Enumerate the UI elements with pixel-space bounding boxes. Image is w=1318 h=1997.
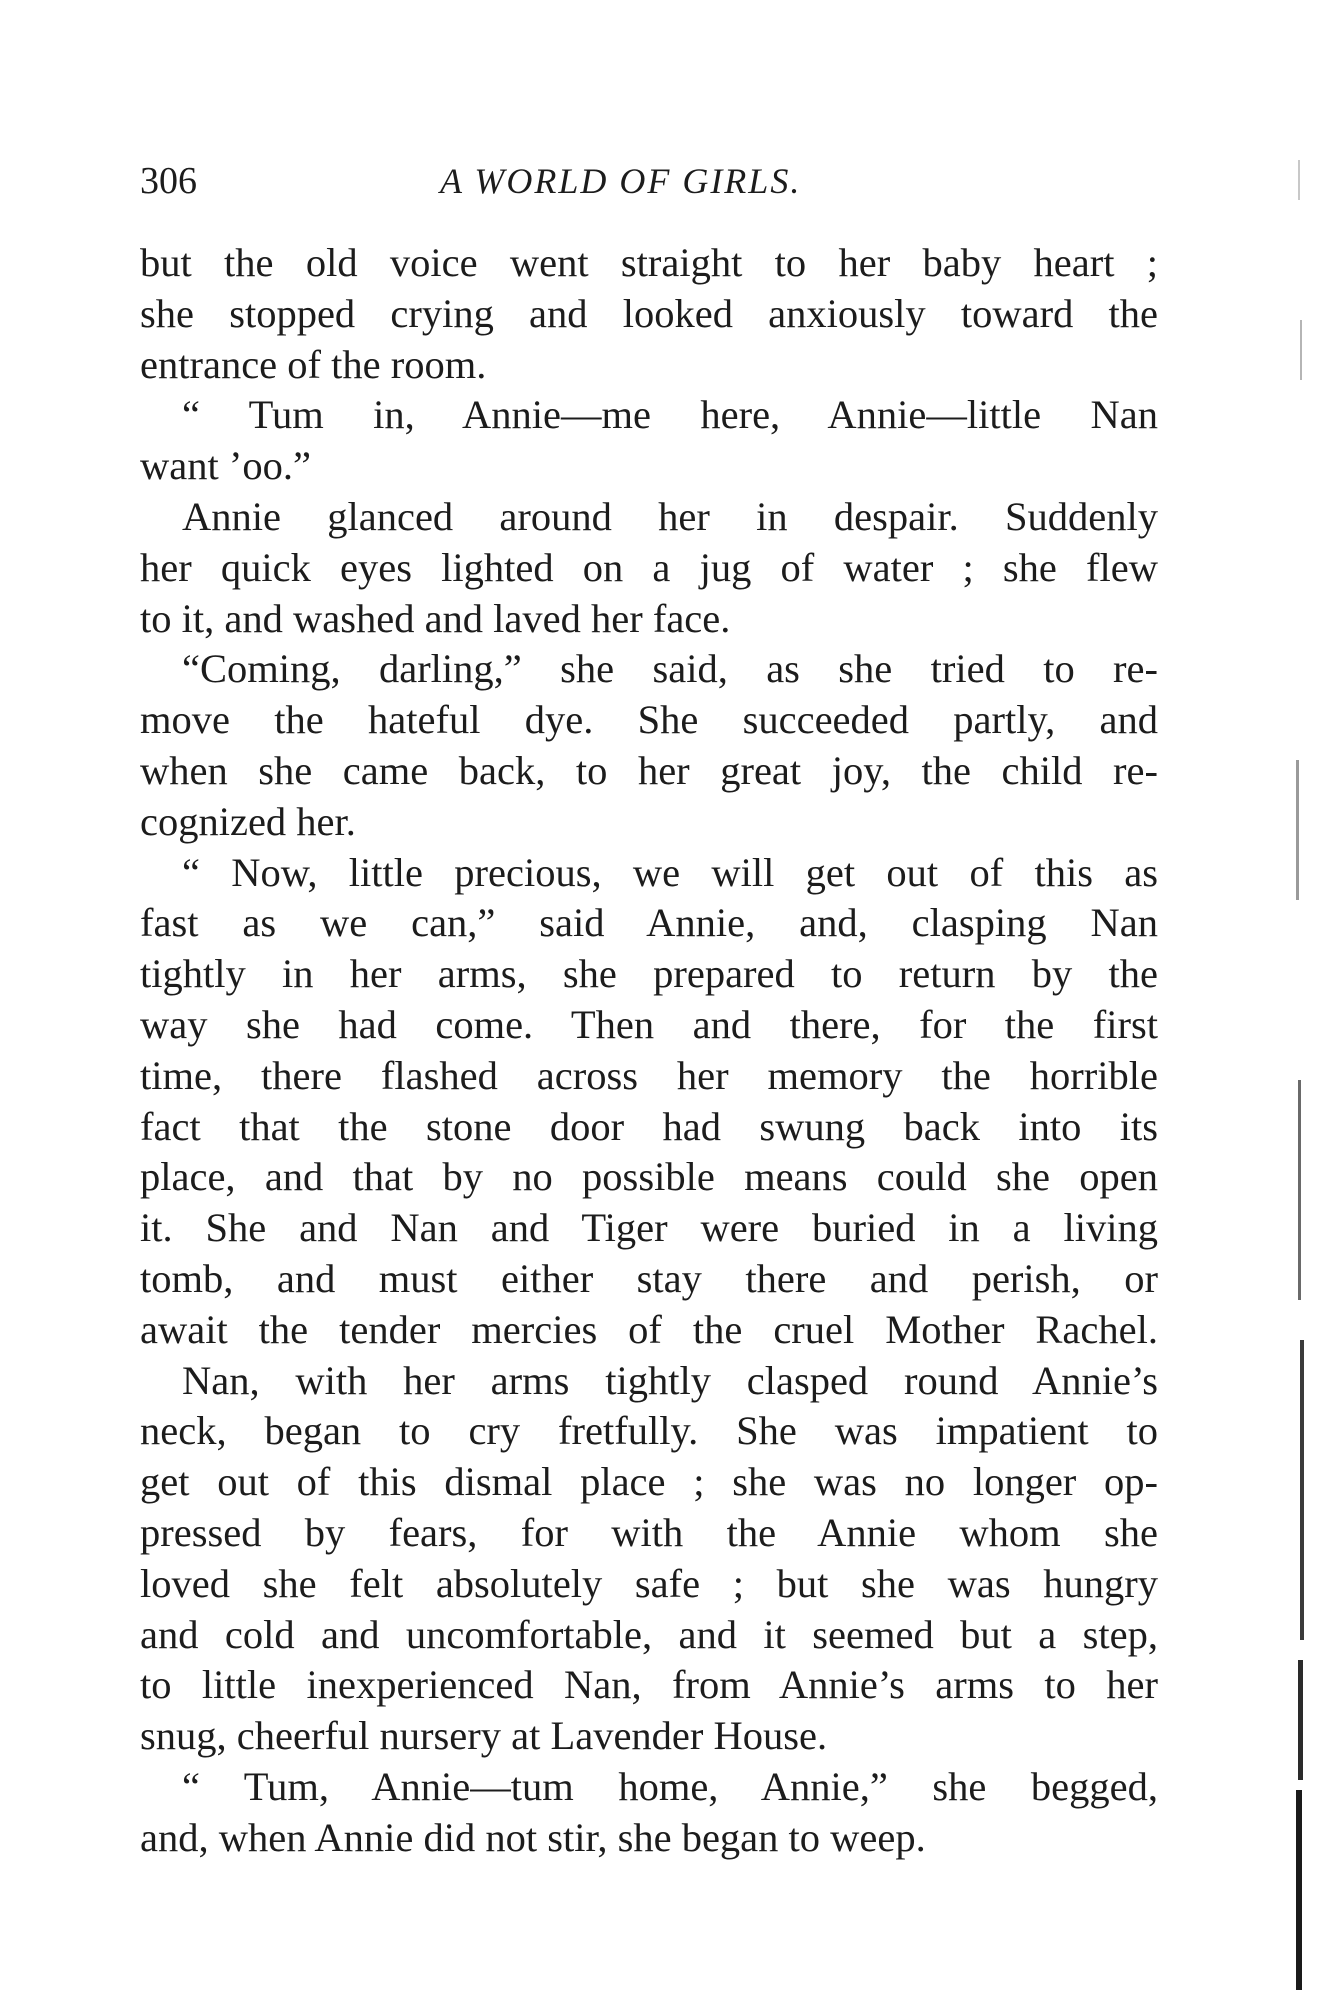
- text-line: her quick eyes lighted on a jug of water ; she flew: [140, 544, 1158, 590]
- text-line: tomb, and must either stay there and perish, or: [140, 1255, 1158, 1301]
- text-line: and, when Annie did not stir, she began to weep.: [140, 1814, 926, 1860]
- body-text: [140, 238, 1158, 1878]
- text-line: “ Now, little precious, we will get out of this as: [182, 849, 1158, 895]
- text-line: it. She and Nan and Tiger were buried in a living: [140, 1205, 1158, 1251]
- running-head: A WORLD OF GIRLS.: [440, 161, 802, 201]
- text-line: way she had come. Then and there, for the first: [140, 1001, 1158, 1047]
- text-line: tightly in her arms, she prepared to return by the: [140, 951, 1158, 997]
- text-line: and cold and uncomfortable, and it seemed but a step,: [140, 1611, 1158, 1657]
- text-line: await the tender mercies of the cruel Mother Rachel.: [140, 1306, 1158, 1352]
- text-line: “ Tum, Annie—tum home, Annie,” she begged,: [182, 1763, 1158, 1809]
- text-line: get out of this dismal place ; she was no longer op-: [140, 1459, 1158, 1505]
- text-line: to little inexperienced Nan, from Annie’s arms to her: [140, 1662, 1158, 1708]
- text-line: entrance of the room.: [140, 341, 487, 387]
- text-line: Annie glanced around her in despair. Suddenly: [182, 493, 1158, 539]
- page-header: [140, 158, 1160, 204]
- text-line: she stopped crying and looked anxiously toward the: [140, 290, 1158, 336]
- text-line: Nan, with her arms tightly clasped round Annie’s: [182, 1357, 1158, 1403]
- text-line: place, and that by no possible means could she open: [140, 1154, 1158, 1200]
- text-line: snug, cheerful nursery at Lavender House.: [140, 1713, 828, 1759]
- text-line: “ Tum in, Annie—me here, Annie—little Nan: [182, 392, 1158, 438]
- text-line: when she came back, to her great joy, the child re-: [140, 747, 1158, 793]
- text-line: to it, and washed and laved her face.: [140, 595, 731, 641]
- text-line: want ’oo.”: [140, 443, 311, 489]
- page-edge-binding: [1278, 0, 1318, 1997]
- text-line: “Coming, darling,” she said, as she tried to re-: [182, 646, 1158, 692]
- text-line: cognized her.: [140, 798, 356, 844]
- text-line: move the hateful dye. She succeeded partly, and: [140, 697, 1158, 743]
- text-line: fact that the stone door had swung back into its: [140, 1103, 1158, 1149]
- text-line: pressed by fears, for with the Annie whom she: [140, 1509, 1158, 1555]
- text-line: but the old voice went straight to her baby heart ;: [140, 240, 1158, 285]
- text-line: neck, began to cry fretfully. She was impatient to: [140, 1408, 1158, 1454]
- page-number: 306: [140, 160, 197, 202]
- text-line: loved she felt absolutely safe ; but she was hungry: [140, 1560, 1158, 1606]
- text-line: fast as we can,” said Annie, and, clasping Nan: [140, 900, 1158, 946]
- text-line: time, there flashed across her memory the horrible: [140, 1052, 1158, 1098]
